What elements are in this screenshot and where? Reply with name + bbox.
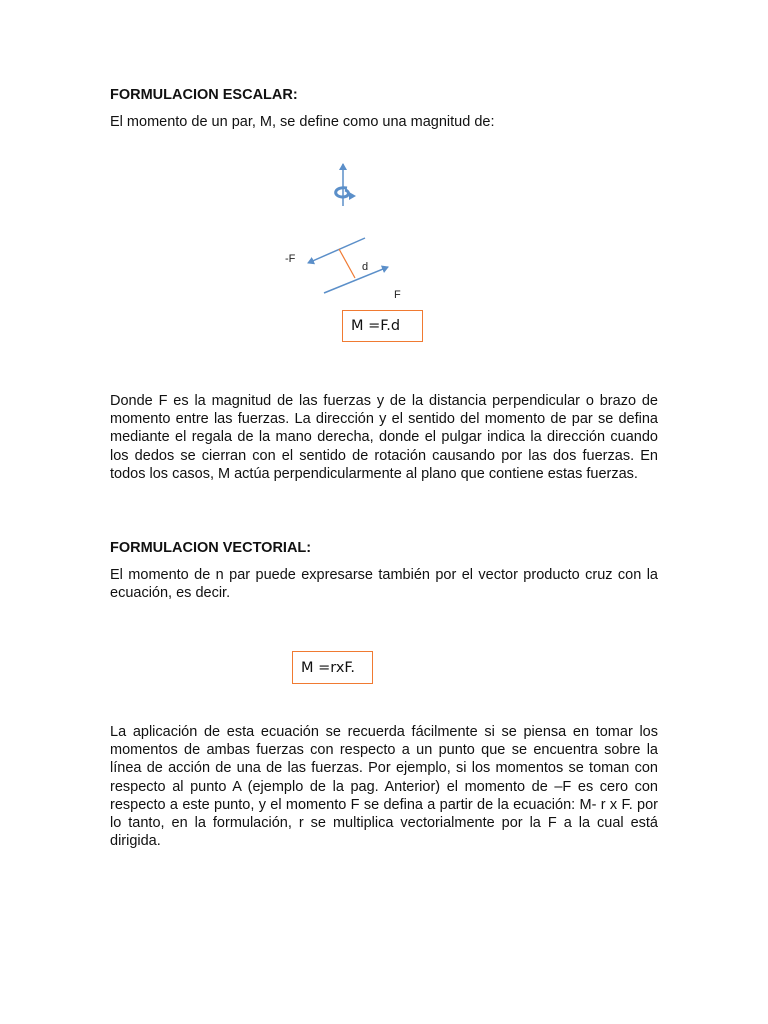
label-force: F xyxy=(394,289,401,301)
force-arrow xyxy=(324,267,388,293)
heading-vector-formulation: FORMULACION VECTORIAL: xyxy=(110,540,312,556)
label-negative-force: -F xyxy=(285,253,296,265)
equation-box-vector xyxy=(292,651,373,684)
scalar-intro-text: El momento de un par, M, se define como una magnitud de: xyxy=(110,114,495,130)
negative-force-arrow xyxy=(308,238,365,263)
label-distance: d xyxy=(362,261,369,273)
vector-intro-text: El momento de n par puede expresarse también por el vector producto cruz con la ecuación, es decir. xyxy=(110,567,658,602)
vector-explanation-text: La aplicación de esta ecuación se recuerda fácilmente si se piensa en tomar los momentos de ambas fuerzas con respecto a un punto que se encuentra sobre la línea de acción de una de las fuerzas. Por ejemplo, si los momentos se toman con respecto al punto A (ejemplo de la pag. Anterior) el momento de –F es cero con respecto a este punto, y el momento F se defina a partir de la ecuación: M- r x F. por lo tanto, en la formulación, r se multiplica vectorialmente por la F a la cual está dirigida. xyxy=(110,724,658,850)
heading-scalar-formulation: FORMULACION ESCALAR: xyxy=(110,87,298,103)
perpendicular-distance-line xyxy=(339,249,355,278)
couple-moment-diagram xyxy=(270,150,450,310)
equation-scalar: M =F.d xyxy=(351,318,401,334)
equation-vector: M =rxF. xyxy=(301,659,356,676)
scalar-explanation-text: Donde F es la magnitud de las fuerzas y de la distancia perpendicular o brazo de momento entre las fuerzas. La dirección y el sentido del momento de par se defina mediante el regala de la mano derecha, donde el pulgar indica la dirección cuando los dedos se cierran con el sentido de rotación causando por las dos fuerzas. En todos los casos, M actúa perpendicularmente al plano que contiene estas fuerzas. xyxy=(110,393,658,482)
equation-box-scalar xyxy=(342,310,423,342)
moment-vector-icon xyxy=(336,164,356,206)
